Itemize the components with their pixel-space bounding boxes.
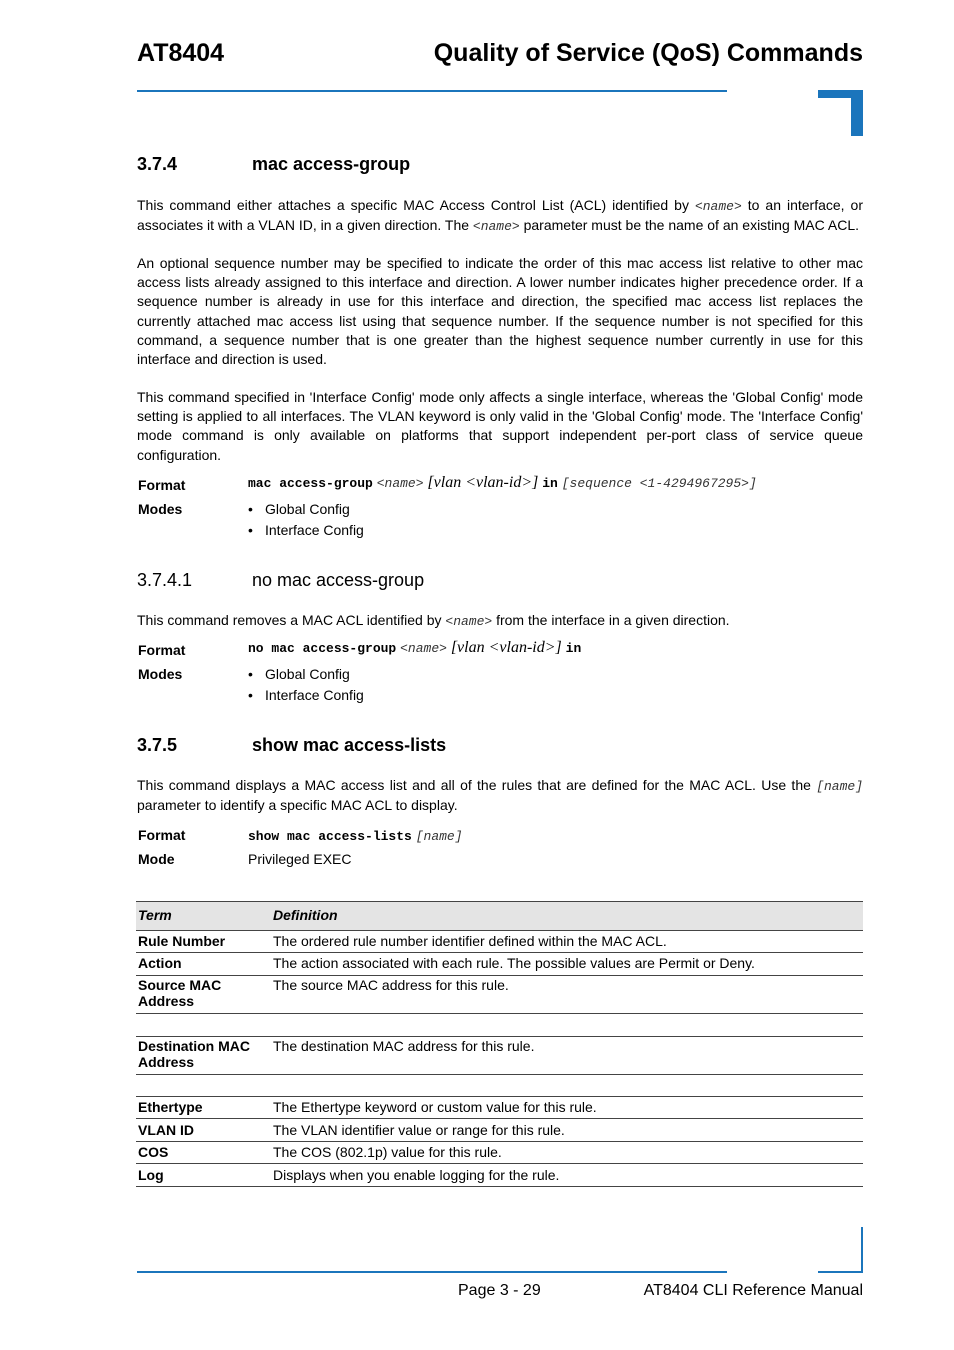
table-row-term: Destination MAC Address bbox=[138, 1038, 250, 1070]
inline-code: [name] bbox=[816, 779, 863, 794]
inline-code: <name> bbox=[694, 199, 742, 214]
header-rule bbox=[137, 90, 727, 92]
table-row-definition: The COS (802.1p) value for this rule. bbox=[273, 1144, 502, 1160]
modes-label: Modes bbox=[138, 666, 183, 682]
page-number: Page 3 - 29 bbox=[458, 1282, 541, 1299]
table-row-definition: The ordered rule number identifier defined within the MAC ACL. bbox=[273, 933, 667, 949]
header-chapter-title: Quality of Service (QoS) Commands bbox=[433, 39, 863, 67]
table-row-term: Log bbox=[138, 1167, 164, 1183]
column-header-term: Term bbox=[138, 907, 172, 923]
table-header bbox=[136, 902, 863, 930]
table-row-definition: The VLAN identifier value or range for this rule. bbox=[273, 1122, 565, 1138]
table-row-term: Ethertype bbox=[138, 1099, 203, 1115]
section-title: show mac access-lists bbox=[252, 735, 447, 755]
section-number: 3.7.5 bbox=[137, 735, 178, 755]
section-heading-3-7-5 bbox=[0, 735, 954, 759]
format-syntax: no mac access-group <name> [vlan <vlan-id>] in bbox=[248, 639, 582, 656]
table-row-term: Action bbox=[138, 955, 182, 971]
section-title: mac access-group bbox=[252, 154, 411, 174]
table-row-definition: The source MAC address for this rule. bbox=[273, 977, 509, 993]
mode-label: Mode bbox=[138, 851, 175, 867]
paragraph: This command displays a MAC access list and all of the rules that are defined for the MAC ACL. Use the [name] parameter to identify a specific MAC ACL to display. bbox=[137, 777, 863, 814]
table-row-definition: Displays when you enable logging for the rule. bbox=[273, 1167, 560, 1183]
table-row-definition: The destination MAC address for this rule. bbox=[273, 1038, 535, 1054]
format-syntax: mac access-group <name> [vlan <vlan-id>] in [sequence <1-4294967295>] bbox=[248, 474, 757, 491]
table-row-term: COS bbox=[138, 1144, 169, 1160]
section-heading-3-7-4 bbox=[0, 154, 954, 178]
mode-value: Privileged EXEC bbox=[248, 851, 352, 867]
paragraph: This command specified in 'Interface Config' mode only affects a single interface, whereas the 'Global Config' mode setting is applied to all interfaces. The VLAN keyword is only valid in the 'Global Config' mode. The 'Interface Config' mode command is only available on platforms that support independent per-port class of service queue configuration. bbox=[137, 389, 863, 463]
paragraph: This command either attaches a specific MAC Access Control List (ACL) identified by <name> to an interface, or associates it with a VLAN ID, in a given direction. The <name> parameter must be the name of an existing MAC ACL. bbox=[137, 197, 863, 235]
modes-label: Modes bbox=[138, 501, 183, 517]
table-row-definition: The Ethertype keyword or custom value for this rule. bbox=[273, 1099, 597, 1115]
list-item: • Global Config bbox=[248, 501, 350, 517]
section-number: 3.7.4.1 bbox=[137, 570, 193, 590]
table-row-term: Source MAC Address bbox=[138, 977, 222, 1009]
table-row-term: Rule Number bbox=[138, 933, 226, 949]
inline-code: <name> bbox=[445, 614, 493, 629]
list-item: • Interface Config bbox=[248, 522, 364, 538]
section-number: 3.7.4 bbox=[137, 154, 178, 174]
list-item: • Interface Config bbox=[248, 687, 364, 703]
footer-manual-title: AT8404 CLI Reference Manual bbox=[643, 1282, 863, 1299]
paragraph: This command removes a MAC ACL identified by <name> from the interface in a given direction. bbox=[137, 612, 730, 629]
column-header-definition: Definition bbox=[273, 907, 338, 923]
inline-code: <name> bbox=[472, 219, 520, 235]
footer-rule bbox=[137, 1271, 727, 1273]
format-label: Format bbox=[138, 827, 186, 843]
format-label: Format bbox=[138, 477, 186, 493]
list-item: • Global Config bbox=[248, 666, 350, 682]
format-syntax: show mac access-lists [name] bbox=[248, 829, 463, 844]
table-row-term: VLAN ID bbox=[138, 1122, 194, 1138]
header-corner-mark bbox=[818, 90, 863, 136]
table-row-definition: The action associated with each rule. The possible values are Permit or Deny. bbox=[273, 955, 755, 971]
header-product: AT8404 bbox=[137, 39, 225, 67]
paragraph: An optional sequence number may be specified to indicate the order of this mac access list relative to other mac access lists already assigned to this interface and direction. A lower number indicates higher precedence order. If a sequence number is already in use for this interface and direction, the specified mac access list replaces the currently attached mac access list using that sequence number. If the sequence number is not specified for this command, a sequence number that is one greater than the highest sequence number currently in use for this interface and direction is used. bbox=[137, 255, 863, 368]
footer-corner-mark bbox=[818, 1227, 863, 1273]
section-title: no mac access-group bbox=[252, 570, 425, 590]
format-label: Format bbox=[138, 642, 186, 658]
section-heading-3-7-4-1 bbox=[0, 570, 954, 594]
definition-table bbox=[136, 900, 863, 1190]
